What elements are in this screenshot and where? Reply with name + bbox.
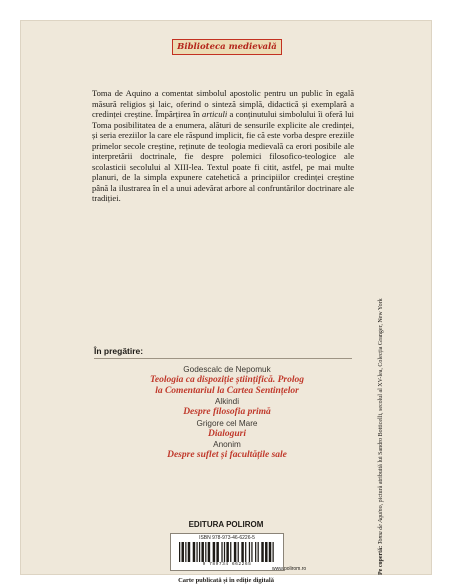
barcode-stripe bbox=[249, 542, 250, 562]
barcode-stripe bbox=[221, 542, 222, 562]
barcode-stripe bbox=[216, 542, 218, 562]
barcode-stripe bbox=[224, 542, 225, 562]
book-title: Dialoguri bbox=[207, 428, 246, 439]
barcode-stripe bbox=[258, 542, 259, 562]
credits-rest: , pictură atribuită lui Sandro Botticelli, secolul al XV-lea, Colecția Granger, New York bbox=[378, 298, 384, 506]
cover-credits bbox=[378, 298, 384, 575]
publisher-website: www.polirom.ro bbox=[272, 566, 307, 572]
barcode-stripe bbox=[201, 542, 203, 562]
barcode-stripe bbox=[193, 542, 195, 562]
barcode-stripe bbox=[234, 542, 236, 562]
blurb-articles-word: articuli bbox=[202, 109, 228, 119]
upcoming-book bbox=[96, 397, 358, 418]
barcode-stripe bbox=[199, 542, 200, 562]
barcode-stripe bbox=[261, 542, 263, 562]
book-title: Despre filosofia primă bbox=[183, 407, 271, 417]
barcode-stripe bbox=[185, 542, 186, 562]
upcoming-books-list bbox=[96, 365, 358, 462]
barcode-stripe bbox=[273, 542, 274, 562]
barcode-stripe bbox=[245, 542, 246, 562]
publisher-name: EDITURA POLIROM bbox=[188, 520, 264, 529]
book-author: Godescalc de Nepomuk bbox=[183, 365, 271, 374]
blurb-part-1: Toma de Aquino a comentat simbolul apostolic pentru un public în egală măsură religios și laic, oferind o sinteză simplă, didactică și exemplară a credinței creștine. Împărțirea în bbox=[92, 88, 354, 119]
barcode-bars bbox=[179, 542, 275, 562]
barcode-digits: 9 789734 662265 bbox=[202, 562, 252, 567]
barcode-stripe bbox=[251, 542, 252, 562]
isbn-label: ISBN 978-973-46-6226-5 bbox=[199, 535, 255, 541]
upcoming-book bbox=[96, 440, 358, 461]
barcode-stripe bbox=[213, 542, 215, 562]
digital-edition-note: Carte publicată și în ediție digitală bbox=[178, 577, 274, 584]
book-author: Grigore cel Mare bbox=[196, 418, 258, 428]
divider-line bbox=[94, 358, 352, 359]
in-preparation-heading: În pregătire: bbox=[94, 346, 144, 356]
barcode bbox=[170, 533, 284, 571]
barcode-stripe bbox=[179, 542, 180, 562]
credits-work: Toma de Aquino bbox=[378, 505, 384, 545]
barcode-stripe bbox=[241, 542, 243, 562]
barcode-stripe bbox=[238, 542, 239, 562]
barcode-stripe bbox=[208, 542, 210, 562]
barcode-stripe bbox=[205, 542, 206, 562]
book-author: Alkindi bbox=[214, 397, 240, 406]
barcode-stripe bbox=[196, 542, 197, 562]
book-author: Anonim bbox=[213, 440, 241, 449]
barcode-stripe bbox=[230, 542, 231, 562]
blurb-part-2: a conținutului simbolului îi oferă lui Toma posibilitatea de a enumera, alături de sensurile explicite ale credinței, și seria ereziilor la care ele răspund implicit, fie că este vorba despre ereziile primelor secole creștine, reținute de teologia medievală ca erori posibile ale interpretării doctrinale, fie despre polemici filosofico-teologice ale scolasticii secolului al XIII-lea. Textul poate fi citit, astfel, pe mai multe planuri, de la simpla expunere catehetică a principiilor credinței creștine până la ilustrarea în el a unui adevărat arbore al confruntărilor doctrinare ale tradiției. bbox=[92, 109, 354, 203]
upcoming-book bbox=[96, 419, 358, 440]
book-title: Despre suflet și facultățile sale bbox=[167, 450, 287, 460]
barcode-stripe bbox=[188, 542, 190, 562]
barcode-stripe bbox=[181, 542, 183, 562]
barcode-stripe bbox=[255, 542, 256, 562]
barcode-stripe bbox=[226, 542, 228, 562]
barcode-stripe bbox=[265, 542, 267, 562]
blurb-text bbox=[92, 88, 354, 204]
series-title: Biblioteca medievală bbox=[172, 39, 282, 55]
upcoming-book bbox=[96, 365, 358, 396]
credits-label: Pe copertă: bbox=[378, 545, 384, 575]
book-title: Teologia ca dispoziție științifică. Prolog la Comentariul la Cartea Sentințelor bbox=[149, 375, 305, 396]
barcode-stripe bbox=[269, 542, 271, 562]
